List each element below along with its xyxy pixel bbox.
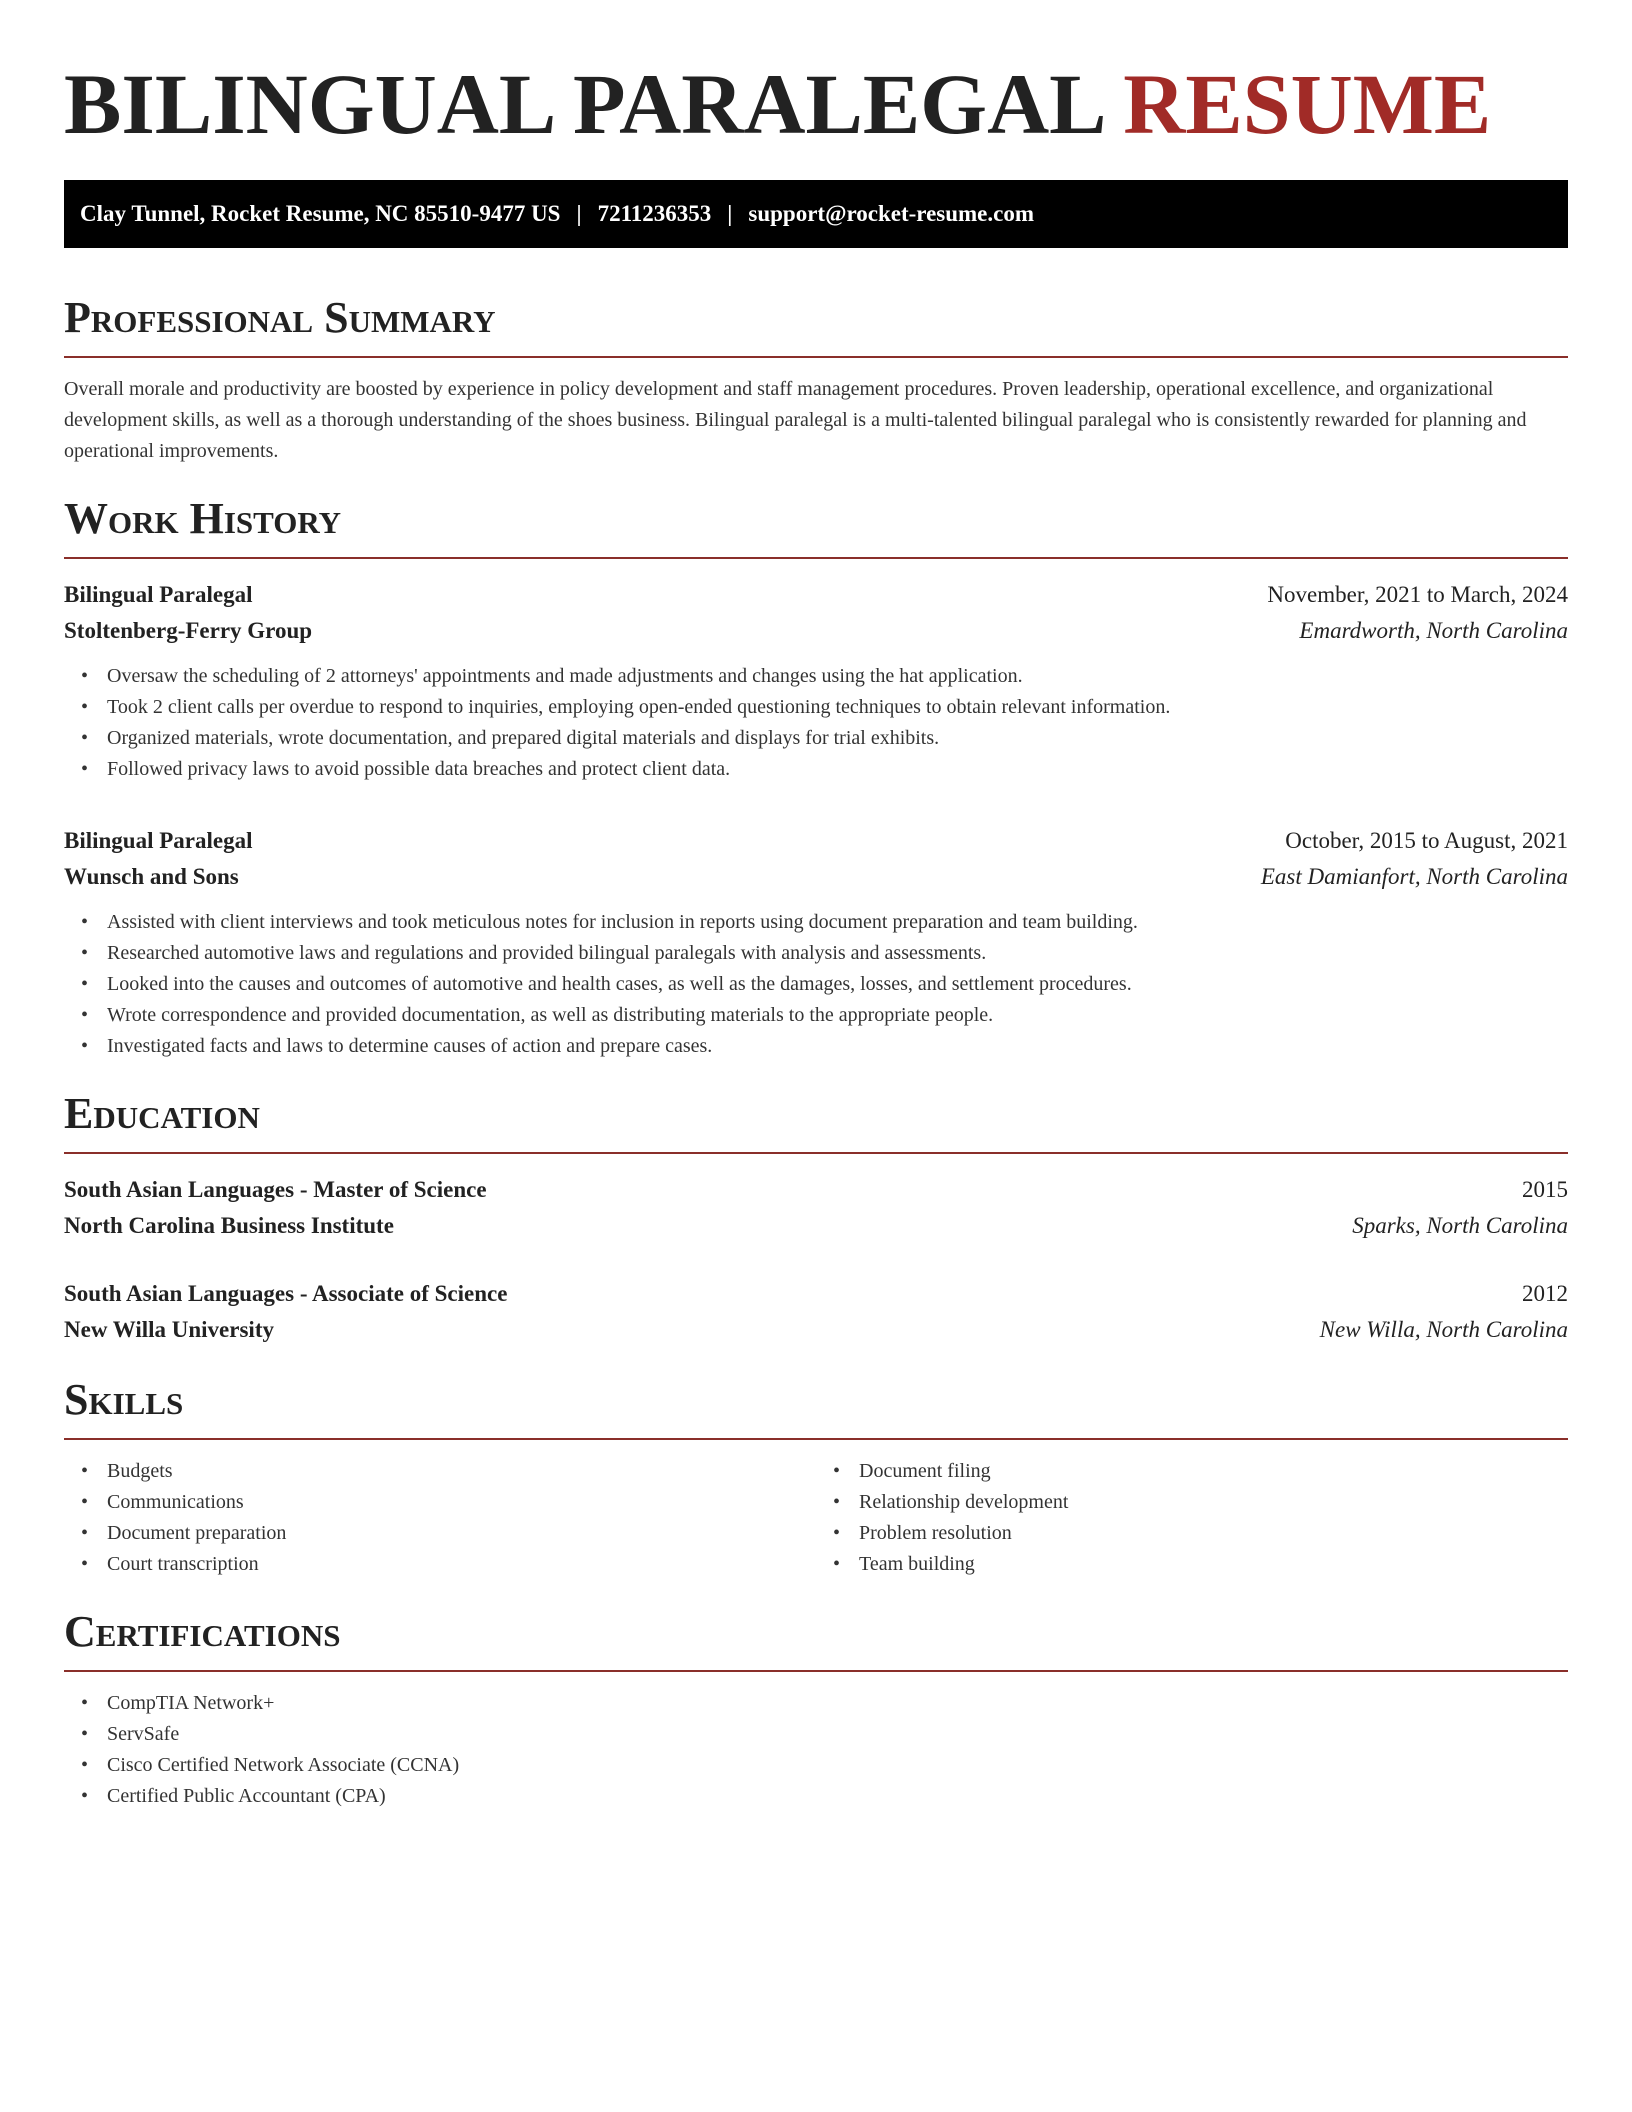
education-location: New Willa, North Carolina — [1319, 1317, 1568, 1342]
education-section — [64, 1090, 1568, 1348]
skill-item: • Team building — [859, 1549, 1568, 1580]
job-entry — [64, 823, 1568, 1062]
contact-phone: 7211236353 — [597, 201, 712, 226]
resume-title — [64, 58, 1568, 150]
certification-item: • Cisco Certified Network Associate (CCNA) — [107, 1750, 1568, 1781]
skills-grid — [64, 1456, 1568, 1580]
skills-column-right — [816, 1456, 1568, 1580]
list-item: • Oversaw the scheduling of 2 attorneys' appointments and made adjustments and changes using the hat application. — [107, 661, 1568, 692]
list-item: • Assisted with client interviews and took meticulous notes for inclusion in reports using document preparation and team building. — [107, 907, 1568, 938]
job-title: Bilingual Paralegal — [64, 828, 253, 853]
certifications-list — [64, 1688, 1568, 1812]
education-year: 2012 — [1522, 1281, 1568, 1306]
contact-separator: | — [576, 201, 582, 226]
education-year: 2015 — [1522, 1177, 1568, 1202]
education-entry — [64, 1172, 1568, 1244]
job-company: Wunsch and Sons — [64, 864, 239, 889]
job-company: Stoltenberg-Ferry Group — [64, 618, 313, 643]
skill-item: • Court transcription — [107, 1549, 816, 1580]
education-degree: South Asian Languages - Associate of Science — [64, 1281, 508, 1306]
contact-separator: | — [727, 201, 733, 226]
work-history-section — [64, 495, 1568, 1062]
title-accent: RESUME — [1123, 56, 1492, 152]
job-bullets — [64, 661, 1568, 785]
list-item: • Researched automotive laws and regulations and provided bilingual paralegals with analysis and assessments. — [107, 938, 1568, 969]
skill-item: • Problem resolution — [859, 1518, 1568, 1549]
list-item: • Organized materials, wrote documentation, and prepared digital materials and displays for trial exhibits. — [107, 723, 1568, 754]
contact-address: Clay Tunnel, Rocket Resume, NC 85510-9477 US — [80, 201, 561, 226]
job-dates: October, 2015 to August, 2021 — [1285, 828, 1568, 853]
certification-item: • CompTIA Network+ — [107, 1688, 1568, 1719]
section-heading: Skills — [64, 1376, 1568, 1440]
section-heading: Work History — [64, 495, 1568, 559]
skills-column-left — [64, 1456, 816, 1580]
job-location: East Damianfort, North Carolina — [1260, 864, 1568, 889]
job-entry — [64, 577, 1568, 785]
skill-item: • Budgets — [107, 1456, 816, 1487]
list-item: • Looked into the causes and outcomes of automotive and health cases, as well as the damages, losses, and settlement procedures. — [107, 969, 1568, 1000]
skills-section — [64, 1376, 1568, 1580]
skill-item: • Document preparation — [107, 1518, 816, 1549]
list-item: • Investigated facts and laws to determine causes of action and prepare cases. — [107, 1031, 1568, 1062]
certification-item: • ServSafe — [107, 1719, 1568, 1750]
summary-text: Overall morale and productivity are boosted by experience in policy development and staff management procedures. Proven leadership, operational excellence, and organizational development skills, as well as a thorough understanding of the shoes business. Bilingual paralegal is a multi-talented bilingual paralegal who is consistently rewarded for planning and operational improvements. — [64, 378, 1527, 462]
education-school: North Carolina Business Institute — [64, 1213, 394, 1238]
education-degree: South Asian Languages - Master of Science — [64, 1177, 487, 1202]
job-bullets — [64, 907, 1568, 1062]
skill-item: • Document filing — [859, 1456, 1568, 1487]
contact-email: support@rocket-resume.com — [748, 201, 1035, 226]
certifications-section — [64, 1608, 1568, 1812]
education-entry — [64, 1276, 1568, 1348]
list-item: • Took 2 client calls per overdue to respond to inquiries, employing open-ended questioning techniques to obtain relevant information. — [107, 692, 1568, 723]
job-title: Bilingual Paralegal — [64, 582, 253, 607]
section-heading: Certifications — [64, 1608, 1568, 1672]
job-dates: November, 2021 to March, 2024 — [1267, 582, 1568, 607]
certification-item: • Certified Public Accountant (CPA) — [107, 1781, 1568, 1812]
job-location: Emardworth, North Carolina — [1299, 618, 1568, 643]
contact-bar — [64, 180, 1568, 248]
title-main: BILINGUAL PARALEGAL — [64, 56, 1102, 152]
education-location: Sparks, North Carolina — [1352, 1213, 1568, 1238]
summary-section — [64, 294, 1568, 467]
section-heading: Education — [64, 1090, 1568, 1154]
list-item: • Wrote correspondence and provided documentation, as well as distributing materials to the appropriate people. — [107, 1000, 1568, 1031]
section-heading: Professional Summary — [64, 294, 1568, 358]
skill-item: • Communications — [107, 1487, 816, 1518]
list-item: • Followed privacy laws to avoid possible data breaches and protect client data. — [107, 754, 1568, 785]
education-school: New Willa University — [64, 1317, 274, 1342]
skill-item: • Relationship development — [859, 1487, 1568, 1518]
